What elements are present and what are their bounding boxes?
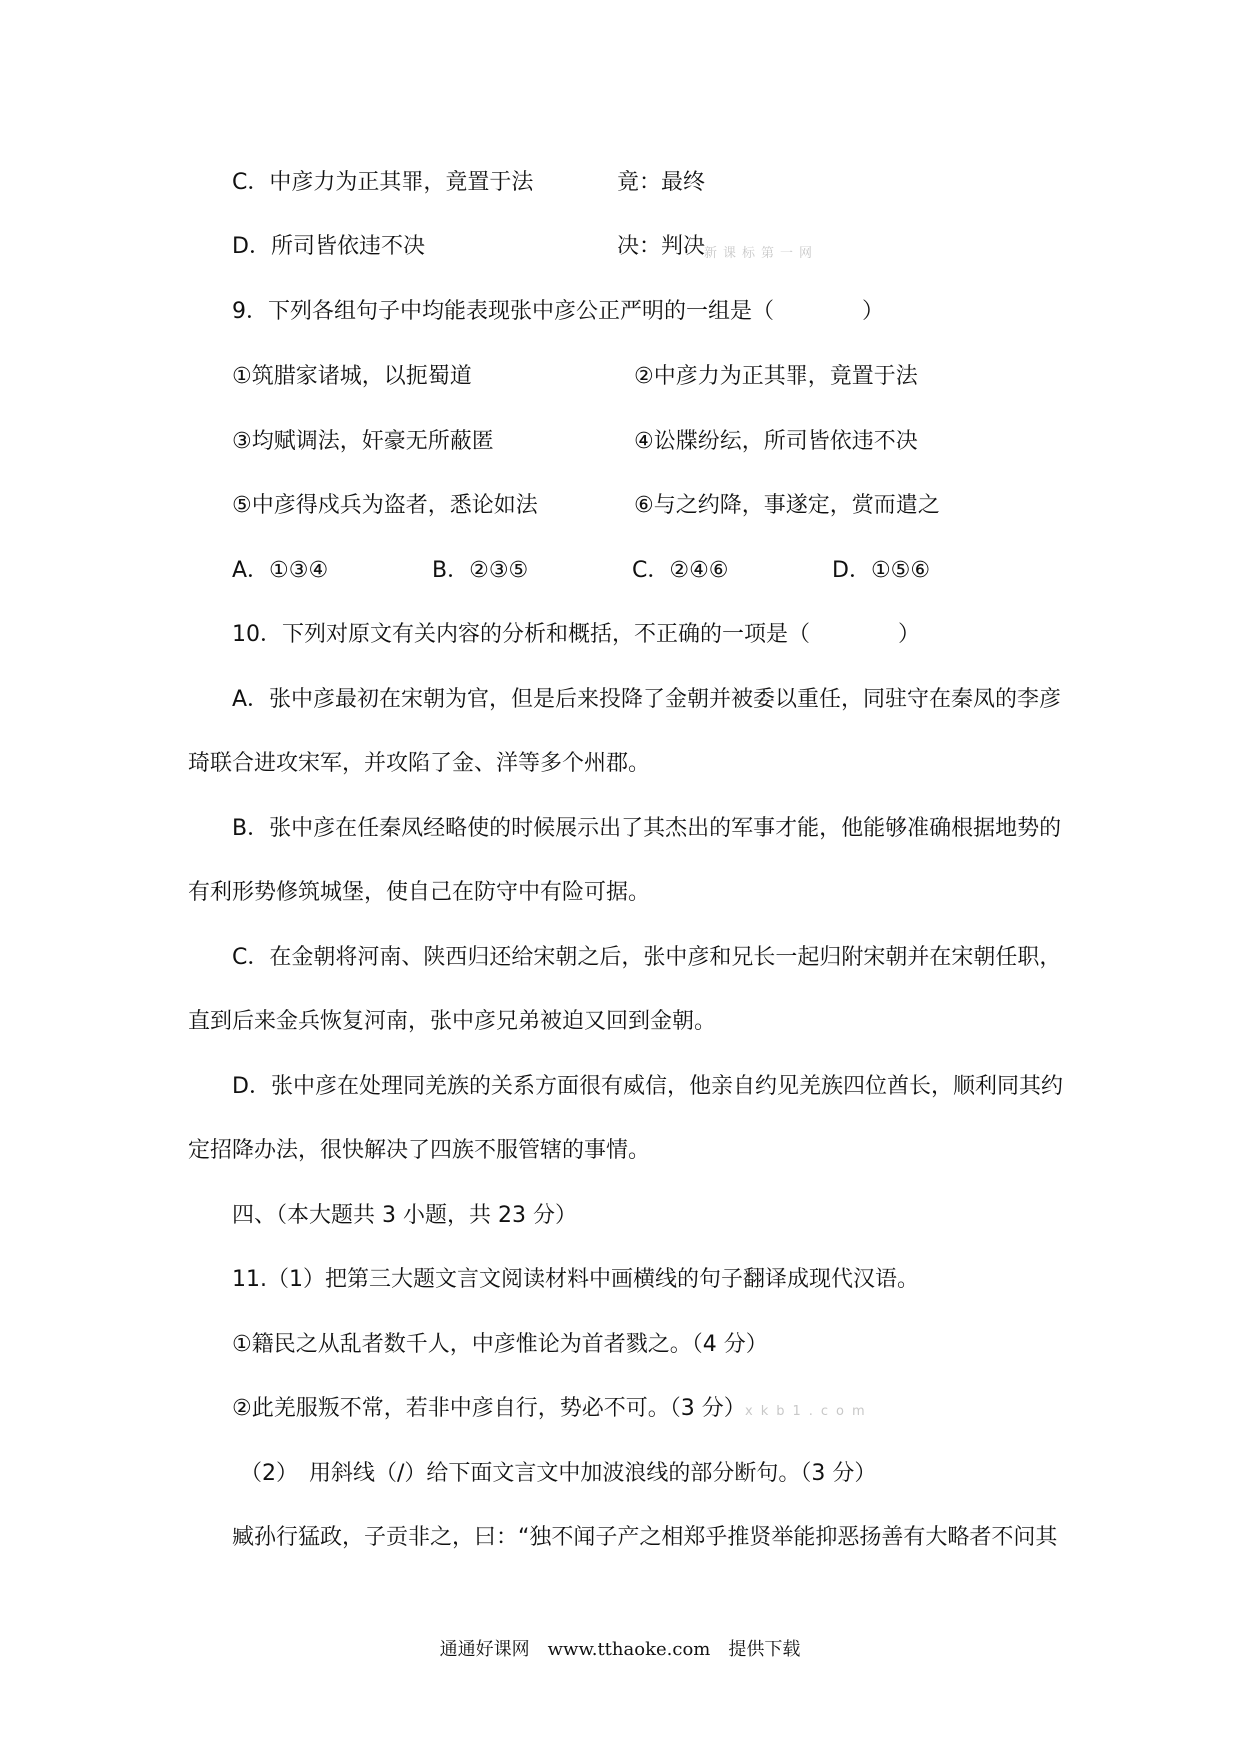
- q10-option-a-line1: A．张中彦最初在宋朝为官，但是后来投降了金朝并被委以重任，同驻守在秦凤的李彦: [232, 687, 1062, 712]
- q11-part1-sentence-1: ①籍民之从乱者数千人，中彦惟论为首者戮之。（4 分）: [232, 1332, 768, 1357]
- q8-option-d-gloss: 决：判决: [617, 234, 706, 259]
- q10-option-a-line2: 琦联合进攻宋军，并攻陷了金、洋等多个州郡。: [188, 751, 651, 776]
- q9-stem: 9．下列各组句子中均能表现张中彦公正严明的一组是（ ）: [232, 299, 884, 324]
- q9-choices: [0, 556, 1240, 586]
- q9-choice-a: A．①③④: [232, 558, 329, 583]
- q10-option-d-line1: D．张中彦在处理同羌族的关系方面很有威信，他亲自约见羌族四位酋长，顺利同其约: [232, 1074, 1063, 1099]
- watermark-text-2: xkb1.com: [745, 1404, 873, 1419]
- q8-option-c-gloss: 竟：最终: [617, 170, 706, 195]
- q9-choice-b: B．②③⑤: [432, 558, 529, 583]
- q8-option-c: C．中彦力为正其罪，竟置于法: [232, 170, 534, 195]
- q9-item-1: ①筑腊家诸城，以扼蜀道: [232, 364, 472, 389]
- q10-option-c-line1: C．在金朝将河南、陕西归还给宋朝之后，张中彦和兄长一起归附宋朝并在宋朝任职，: [232, 945, 1062, 970]
- q9-choice-d: D．①⑤⑥: [832, 558, 931, 583]
- q11-part1-sentence-2: ②此羌服叛不常，若非中彦自行，势必不可。（3 分）: [232, 1396, 746, 1421]
- q9-item-4: ④讼牒纷纭，所司皆依违不决: [634, 429, 918, 454]
- page-footer: 通通好课网 www.tthaoke.com 提供下载: [439, 1639, 801, 1660]
- q10-stem: 10．下列对原文有关内容的分析和概括，不正确的一项是（ ）: [232, 622, 920, 647]
- q8-option-d: D．所司皆依违不决: [232, 234, 425, 259]
- section-heading: 四、（本大题共 3 小题，共 23 分）: [232, 1203, 577, 1228]
- q10-option-c-line2: 直到后来金兵恢复河南，张中彦兄弟被迫又回到金朝。: [188, 1009, 717, 1034]
- q9-item-6: ⑥与之约降，事遂定，赏而遣之: [634, 493, 940, 518]
- q10-option-b-line2: 有利形势修筑城堡，使自己在防守中有险可据。: [188, 880, 651, 905]
- q9-item-3: ③均赋调法，奸豪无所蔽匿: [232, 429, 494, 454]
- watermark-text: 新课标第一网: [704, 246, 819, 261]
- q9-choice-c: C．②④⑥: [632, 558, 729, 583]
- q9-item-2: ②中彦力为正其罪，竟置于法: [634, 364, 918, 389]
- q11-part1: 11.（1）把第三大题文言文阅读材料中画横线的句子翻译成现代汉语。: [232, 1267, 919, 1292]
- q9-item-5: ⑤中彦得戍兵为盗者，悉论如法: [232, 493, 538, 518]
- passage-text: 臧孙行猛政，子贡非之，曰：“独不闻子产之相郑乎推贤举能抑恶扬善有大略者不问其: [232, 1525, 1058, 1550]
- q11-part2: （2） 用斜线（/）给下面文言文中加波浪线的部分断句。（3 分）: [240, 1461, 877, 1486]
- q10-option-b-line1: B．张中彦在任秦凤经略使的时候展示出了其杰出的军事才能，他能够准确根据地势的: [232, 816, 1062, 841]
- q10-option-d-line2: 定招降办法，很快解决了四族不服管辖的事情。: [188, 1138, 651, 1163]
